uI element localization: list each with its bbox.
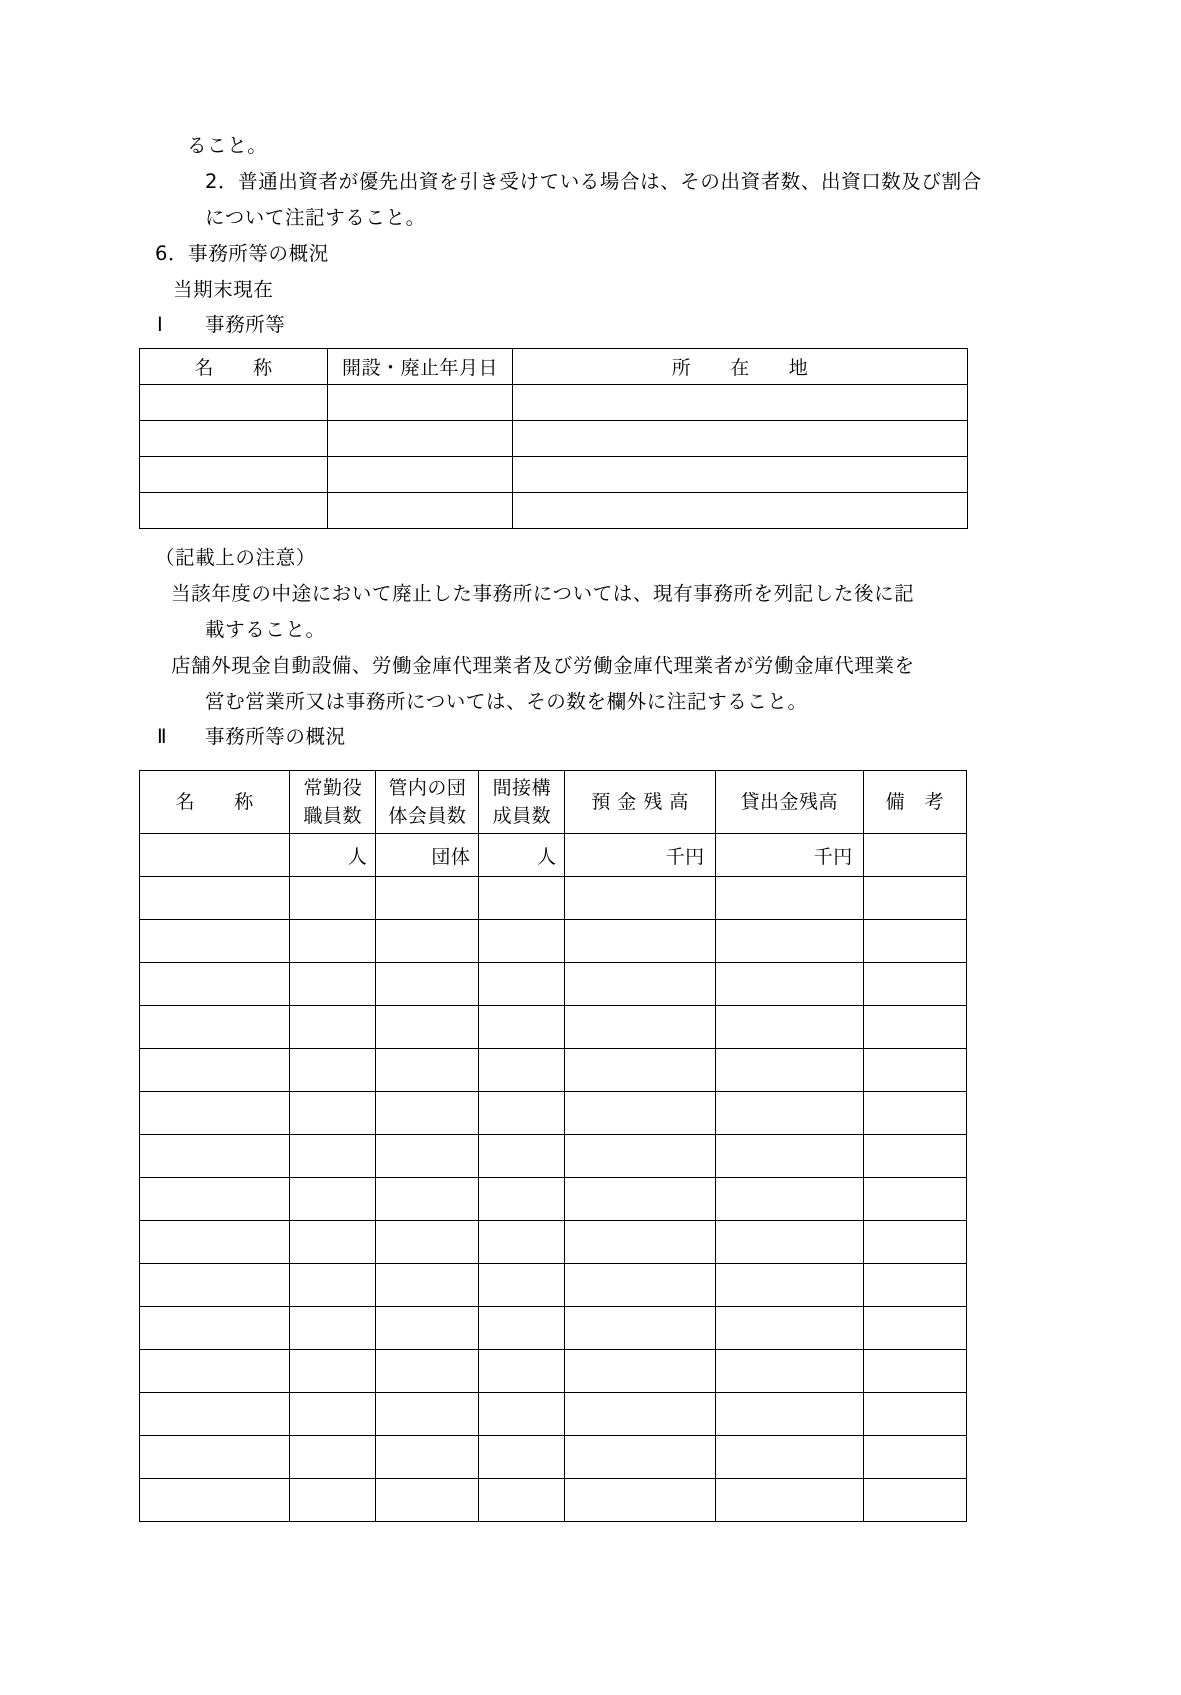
summary-cell-loan-balance[interactable] (715, 1049, 863, 1092)
section-heading: 6．事務所等の概況 (155, 242, 329, 265)
offices-cell-name[interactable] (140, 457, 328, 493)
summary-cell-deposit-balance[interactable] (565, 1178, 715, 1221)
summary-cell-fulltime-staff[interactable] (290, 963, 376, 1006)
summary-cell-loan-balance[interactable] (715, 1006, 863, 1049)
part-1-title: 事務所等 (205, 313, 286, 336)
summary-cell-indirect-members[interactable] (479, 1479, 565, 1522)
summary-cell-name[interactable] (140, 1307, 290, 1350)
summary-col-fulltime-staff: 常勤役 職員数 (290, 771, 376, 834)
summary-cell-fulltime-staff[interactable] (290, 1135, 376, 1178)
summary-cell-member-orgs[interactable] (376, 877, 479, 920)
part-1-roman: Ⅰ (157, 313, 164, 336)
summary-cell-name[interactable] (140, 1350, 290, 1393)
summary-cell-remarks[interactable] (863, 1092, 966, 1135)
summary-cell-deposit-balance[interactable] (565, 1092, 715, 1135)
summary-cell-loan-balance[interactable] (715, 1264, 863, 1307)
summary-cell-indirect-members[interactable] (479, 1092, 565, 1135)
document-content (137, 128, 982, 1522)
summary-cell-remarks[interactable] (863, 1350, 966, 1393)
part-2-heading (137, 720, 967, 754)
summary-table-body (140, 834, 967, 1522)
table-row[interactable] (140, 421, 968, 457)
summary-col-loan-balance: 貸出金残高 (715, 771, 863, 834)
table-row[interactable] (140, 1135, 967, 1178)
table-row[interactable] (140, 1350, 967, 1393)
summary-cell-loan-balance[interactable] (715, 1307, 863, 1350)
summary-cell-loan-balance[interactable] (715, 1350, 863, 1393)
summary-unit-name (140, 834, 290, 877)
offices-cell-name[interactable] (140, 385, 328, 421)
summary-cell-fulltime-staff[interactable] (290, 1178, 376, 1221)
summary-cell-deposit-balance[interactable] (565, 1479, 715, 1522)
summary-cell-indirect-members[interactable] (479, 920, 565, 963)
summary-cell-indirect-members[interactable] (479, 1178, 565, 1221)
summary-cell-remarks[interactable] (863, 1178, 966, 1221)
summary-cell-indirect-members[interactable] (479, 1006, 565, 1049)
table-row[interactable] (140, 963, 967, 1006)
intro-line-3: について注記すること。 (205, 206, 426, 229)
offices-cell-address[interactable] (513, 421, 968, 457)
offices-table-body (140, 385, 968, 529)
summary-units-row (140, 834, 967, 877)
table-row[interactable] (140, 1264, 967, 1307)
summary-cell-member-orgs[interactable] (376, 1049, 479, 1092)
summary-cell-fulltime-staff[interactable] (290, 1350, 376, 1393)
summary-cell-member-orgs[interactable] (376, 1436, 479, 1479)
summary-cell-indirect-members[interactable] (479, 1221, 565, 1264)
summary-cell-deposit-balance[interactable] (565, 1393, 715, 1436)
table-row[interactable] (140, 1479, 967, 1522)
summary-cell-deposit-balance[interactable] (565, 1049, 715, 1092)
summary-cell-member-orgs[interactable] (376, 1221, 479, 1264)
summary-cell-remarks[interactable] (863, 1307, 966, 1350)
table-row[interactable] (140, 1393, 967, 1436)
table-row[interactable] (140, 1178, 967, 1221)
table-row[interactable] (140, 1049, 967, 1092)
summary-cell-remarks[interactable] (863, 877, 966, 920)
summary-cell-member-orgs[interactable] (376, 1135, 479, 1178)
notes-heading: （記載上の注意） (155, 546, 316, 569)
summary-col-remarks: 備 考 (863, 771, 966, 834)
summary-cell-name[interactable] (140, 1264, 290, 1307)
table-row[interactable] (140, 1092, 967, 1135)
summary-cell-indirect-members[interactable] (479, 963, 565, 1006)
summary-cell-fulltime-staff[interactable] (290, 1307, 376, 1350)
note-2-line-1: 店舗外現金自動設備、労働金庫代理業者及び労働金庫代理業者が労働金庫代理業を (171, 654, 915, 677)
table-row[interactable] (140, 457, 968, 493)
table-row[interactable] (140, 1307, 967, 1350)
summary-cell-indirect-members[interactable] (479, 1264, 565, 1307)
summary-cell-loan-balance[interactable] (715, 1178, 863, 1221)
summary-cell-loan-balance[interactable] (715, 1393, 863, 1436)
summary-cell-loan-balance[interactable] (715, 1092, 863, 1135)
part-1-heading (137, 308, 967, 342)
summary-cell-fulltime-staff[interactable] (290, 1221, 376, 1264)
as-of-label: 当期末現在 (173, 278, 274, 301)
summary-cell-indirect-members[interactable] (479, 877, 565, 920)
summary-cell-indirect-members[interactable] (479, 1135, 565, 1178)
summary-cell-name[interactable] (140, 1178, 290, 1221)
summary-cell-remarks[interactable] (863, 1221, 966, 1264)
summary-cell-deposit-balance[interactable] (565, 1350, 715, 1393)
table-row[interactable] (140, 920, 967, 963)
summary-cell-deposit-balance[interactable] (565, 1436, 715, 1479)
summary-cell-remarks[interactable] (863, 1393, 966, 1436)
summary-col-member-orgs: 管内の団 体会員数 (376, 771, 479, 834)
part-2-title: 事務所等の概況 (205, 725, 346, 748)
summary-cell-indirect-members[interactable] (479, 1393, 565, 1436)
summary-table (139, 770, 967, 1522)
offices-cell-date[interactable] (328, 493, 513, 529)
summary-cell-deposit-balance[interactable] (565, 1221, 715, 1264)
summary-table-header-row (140, 771, 967, 834)
summary-cell-deposit-balance[interactable] (565, 1307, 715, 1350)
summary-cell-remarks[interactable] (863, 920, 966, 963)
offices-cell-address[interactable] (513, 493, 968, 529)
note-1-line-1: 当該年度の中途において廃止した事務所については、現有事務所を列記した後に記 (171, 582, 915, 605)
note-2-line-2: 営む営業所又は事務所については、その数を欄外に注記すること。 (205, 690, 808, 713)
summary-cell-name[interactable] (140, 877, 290, 920)
summary-cell-indirect-members[interactable] (479, 1436, 565, 1479)
summary-cell-remarks[interactable] (863, 1049, 966, 1092)
summary-cell-remarks[interactable] (863, 963, 966, 1006)
summary-unit-remarks (863, 834, 966, 877)
summary-cell-indirect-members[interactable] (479, 1307, 565, 1350)
summary-cell-remarks[interactable] (863, 1264, 966, 1307)
offices-cell-name[interactable] (140, 421, 328, 457)
offices-col-date: 開設・廃止年月日 (328, 349, 513, 385)
summary-cell-deposit-balance[interactable] (565, 963, 715, 1006)
summary-cell-member-orgs[interactable] (376, 1006, 479, 1049)
summary-cell-deposit-balance[interactable] (565, 1264, 715, 1307)
summary-unit-deposit-balance: 千円 (565, 834, 715, 877)
note-1-line-2: 載すること。 (205, 618, 326, 641)
summary-cell-name[interactable] (140, 1006, 290, 1049)
summary-cell-name[interactable] (140, 1221, 290, 1264)
summary-cell-name[interactable] (140, 920, 290, 963)
summary-cell-loan-balance[interactable] (715, 920, 863, 963)
offices-cell-address[interactable] (513, 457, 968, 493)
offices-cell-date[interactable] (328, 421, 513, 457)
summary-cell-member-orgs[interactable] (376, 1178, 479, 1221)
summary-unit-indirect-members: 人 (479, 834, 565, 877)
offices-col-address: 所 在 地 (513, 349, 968, 385)
summary-cell-member-orgs[interactable] (376, 1092, 479, 1135)
summary-cell-loan-balance[interactable] (715, 963, 863, 1006)
summary-col-name: 名 称 (140, 771, 290, 834)
offices-cell-address[interactable] (513, 385, 968, 421)
summary-unit-member-orgs: 団体 (376, 834, 479, 877)
table-row[interactable] (140, 1221, 967, 1264)
summary-cell-fulltime-staff[interactable] (290, 1092, 376, 1135)
summary-cell-deposit-balance[interactable] (565, 920, 715, 963)
summary-cell-deposit-balance[interactable] (565, 1006, 715, 1049)
summary-cell-name[interactable] (140, 1393, 290, 1436)
summary-cell-name[interactable] (140, 963, 290, 1006)
intro-line-2: 2．普通出資者が優先出資を引き受けている場合は、その出資者数、出資口数及び割合 (205, 170, 982, 193)
summary-cell-fulltime-staff[interactable] (290, 1264, 376, 1307)
summary-col-deposit-balance: 預 金 残 高 (565, 771, 715, 834)
summary-cell-name[interactable] (140, 1049, 290, 1092)
summary-cell-indirect-members[interactable] (479, 1049, 565, 1092)
summary-cell-remarks[interactable] (863, 1006, 966, 1049)
offices-cell-date[interactable] (328, 457, 513, 493)
summary-unit-fulltime-staff: 人 (290, 834, 376, 877)
part-2-roman: Ⅱ (157, 725, 168, 748)
summary-cell-deposit-balance[interactable] (565, 877, 715, 920)
summary-cell-member-orgs[interactable] (376, 963, 479, 1006)
table-row[interactable] (140, 877, 967, 920)
summary-cell-name[interactable] (140, 1092, 290, 1135)
summary-cell-indirect-members[interactable] (479, 1350, 565, 1393)
summary-cell-member-orgs[interactable] (376, 1350, 479, 1393)
summary-cell-loan-balance[interactable] (715, 1479, 863, 1522)
table-row[interactable] (140, 1436, 967, 1479)
intro-line-1: ること。 (187, 134, 268, 157)
summary-cell-member-orgs[interactable] (376, 1307, 479, 1350)
summary-cell-fulltime-staff[interactable] (290, 1393, 376, 1436)
summary-cell-loan-balance[interactable] (715, 877, 863, 920)
summary-cell-fulltime-staff[interactable] (290, 877, 376, 920)
summary-cell-fulltime-staff[interactable] (290, 1436, 376, 1479)
summary-cell-remarks[interactable] (863, 1479, 966, 1522)
summary-cell-loan-balance[interactable] (715, 1221, 863, 1264)
offices-table (139, 348, 968, 529)
summary-cell-member-orgs[interactable] (376, 1264, 479, 1307)
summary-cell-fulltime-staff[interactable] (290, 1049, 376, 1092)
summary-cell-fulltime-staff[interactable] (290, 920, 376, 963)
summary-cell-loan-balance[interactable] (715, 1436, 863, 1479)
summary-cell-member-orgs[interactable] (376, 1479, 479, 1522)
summary-cell-name[interactable] (140, 1479, 290, 1522)
summary-cell-remarks[interactable] (863, 1135, 966, 1178)
summary-cell-fulltime-staff[interactable] (290, 1479, 376, 1522)
summary-cell-member-orgs[interactable] (376, 1393, 479, 1436)
summary-cell-member-orgs[interactable] (376, 920, 479, 963)
offices-cell-name[interactable] (140, 493, 328, 529)
table-row[interactable] (140, 385, 968, 421)
table-row[interactable] (140, 1006, 967, 1049)
offices-table-header-row (140, 349, 968, 385)
summary-cell-remarks[interactable] (863, 1436, 966, 1479)
table-row[interactable] (140, 493, 968, 529)
summary-cell-fulltime-staff[interactable] (290, 1006, 376, 1049)
summary-cell-name[interactable] (140, 1135, 290, 1178)
summary-col-indirect-members: 間接構 成員数 (479, 771, 565, 834)
summary-unit-loan-balance: 千円 (715, 834, 863, 877)
offices-cell-date[interactable] (328, 385, 513, 421)
summary-cell-loan-balance[interactable] (715, 1135, 863, 1178)
summary-cell-deposit-balance[interactable] (565, 1135, 715, 1178)
summary-cell-name[interactable] (140, 1436, 290, 1479)
offices-col-name: 名 称 (140, 349, 328, 385)
